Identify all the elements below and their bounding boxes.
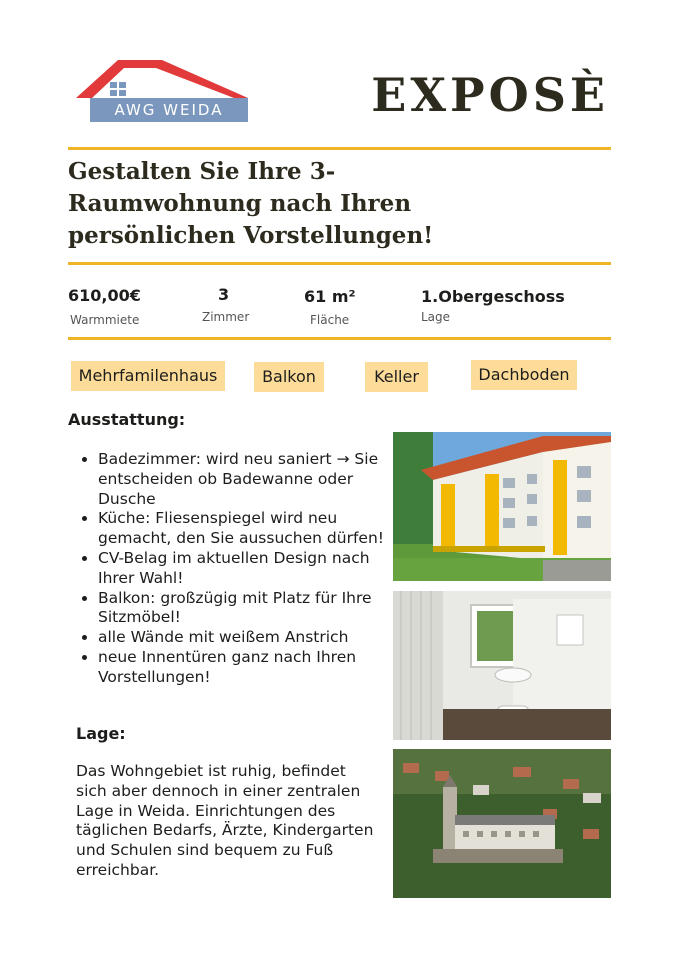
logo-text: AWG WEIDA	[90, 98, 248, 122]
tag-balcony: Balkon	[254, 362, 324, 392]
stat-rent-label: Warmmiete	[70, 313, 140, 327]
stat-area-label: Fläche	[310, 313, 350, 327]
tag-house-type: Mehrfamilenhaus	[71, 361, 225, 391]
feature-item: • alle Wände mit weißem Anstrich	[98, 628, 393, 648]
divider-bottom	[68, 337, 611, 340]
photo-building-exterior	[393, 432, 611, 581]
ausstattung-heading: Ausstattung:	[68, 410, 186, 429]
stat-floor-label: Lage	[421, 310, 451, 324]
stat-rooms-value: 3	[218, 285, 230, 304]
stat-rent-value: 610,00€	[68, 286, 141, 305]
stat-rooms	[218, 285, 229, 304]
lage-text: Das Wohngebiet ist ruhig, befindet sich aber dennoch in einer zentralen Lage in Weida. Einrichtungen des täglichen Bedarfs, Ärzte, Kindergarten und Schulen sind bequem zu Fuß erreichbar.	[76, 762, 374, 879]
stat-area	[304, 287, 356, 306]
stat-floor	[421, 287, 565, 306]
feature-item: • Badezimmer: wird neu saniert → Sie entscheiden ob Badewanne oder Dusche	[98, 450, 393, 509]
page-title: EXPOSÈ	[371, 68, 609, 122]
feature-item: • neue Innentüren ganz nach Ihren Vorstellungen!	[98, 648, 393, 688]
divider-top	[68, 147, 611, 150]
headline: Gestalten Sie Ihre 3-Raumwohnung nach Ihren persönlichen Vorstellungen!	[68, 158, 434, 249]
lage-heading: Lage:	[76, 724, 126, 743]
feature-list	[76, 450, 393, 688]
stat-rent	[68, 286, 141, 305]
tag-attic: Dachboden	[471, 360, 577, 390]
feature-item: • Balkon: großzügig mit Platz für Ihre Sitzmöbel!	[98, 589, 393, 629]
photo-town-aerial	[393, 749, 611, 898]
stat-rooms-label: Zimmer	[202, 310, 250, 324]
tag-cellar: Keller	[365, 362, 428, 392]
stat-floor-value: 1.Obergeschoss	[421, 287, 565, 306]
company-logo	[76, 58, 248, 126]
feature-item: • Küche: Fliesenspiegel wird neu gemacht, den Sie aussuchen dürfen!	[98, 509, 393, 549]
feature-item: • CV-Belag im aktuellen Design nach Ihrer Wahl!	[98, 549, 393, 589]
divider-middle	[68, 262, 611, 265]
stat-area-value: 61 m²	[304, 287, 356, 306]
photo-bathroom	[393, 591, 611, 740]
